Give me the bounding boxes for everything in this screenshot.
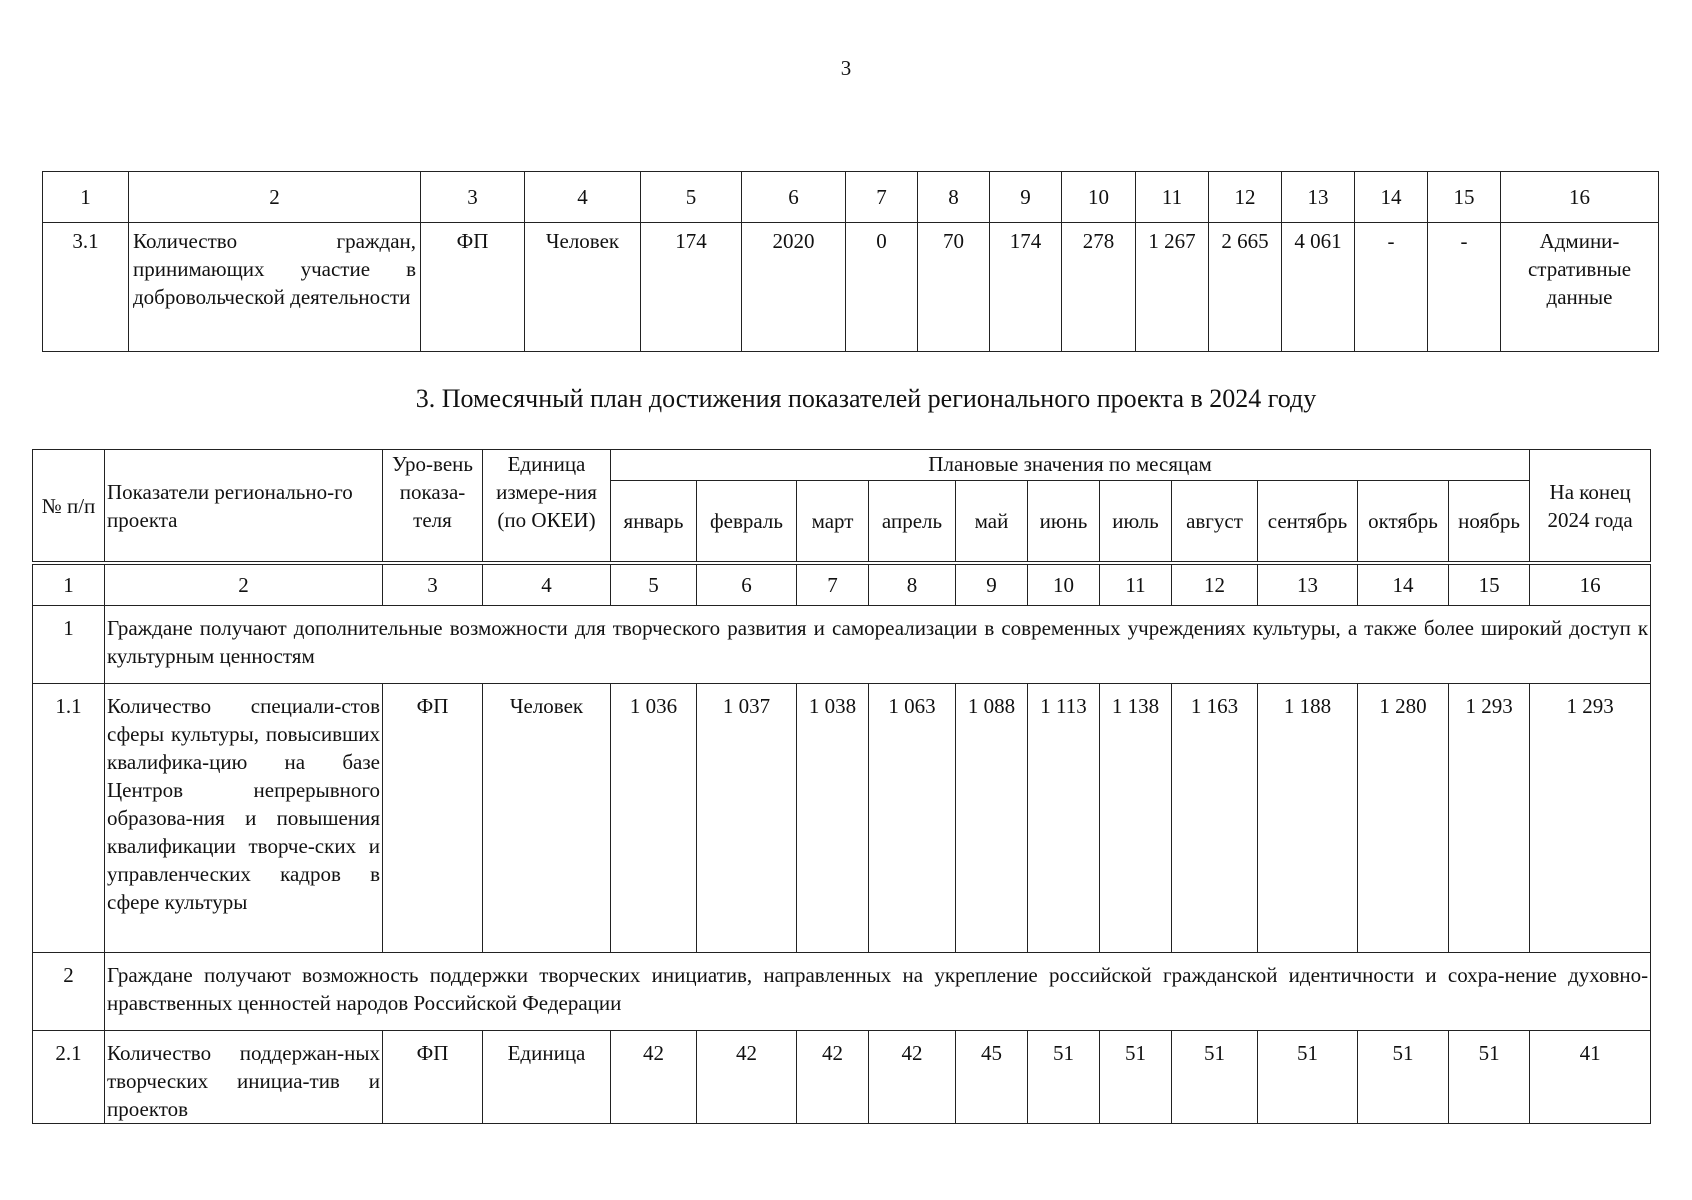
table1-header-cell: 8 (918, 172, 990, 223)
table-cell: 41 (1530, 1031, 1651, 1124)
table-cell: 42 (797, 1031, 869, 1124)
month-july: июль (1100, 481, 1172, 564)
month-january: январь (611, 481, 697, 564)
table1-header-cell: 2 (129, 172, 421, 223)
month-june: июнь (1028, 481, 1100, 564)
table1-header-cell: 16 (1501, 172, 1659, 223)
table1-header-cell: 12 (1209, 172, 1282, 223)
indicator-name: Количество специали-стов сферы культуры, повысивших квалифика-цию на базе Центров непрерывного образова-ния и повышения квалификации творче-ских и управленческих кадров в сфере культуры (105, 684, 383, 953)
table-cell: 174 (990, 223, 1062, 352)
header-plan-values: Плановые значения по месяцам (611, 450, 1530, 481)
column-number: 1 (33, 563, 105, 606)
monthly-plan-table (32, 449, 1651, 1124)
table-cell: 1 163 (1172, 684, 1258, 953)
table-cell: 45 (956, 1031, 1028, 1124)
indicator-name: Количество граждан, принимающих участие в добровольческой деятельности (129, 223, 421, 352)
table-cell: 42 (697, 1031, 797, 1124)
header-year-end: На конец 2024 года (1530, 450, 1651, 564)
table-cell: 70 (918, 223, 990, 352)
table-cell: 51 (1258, 1031, 1358, 1124)
section-goal-text: Граждане получают дополнительные возможности для творческого развития и самореализации в современных учреждениях культуры, а также более широкий доступ к культурным ценностям (105, 606, 1651, 684)
table-cell: 1 113 (1028, 684, 1100, 953)
table-cell: - (1428, 223, 1501, 352)
unit: Человек (525, 223, 641, 352)
table-cell: 1 293 (1530, 684, 1651, 953)
table2-row-1-1 (33, 684, 1651, 953)
table1-header-cell: 6 (742, 172, 846, 223)
table-cell: 4 061 (1282, 223, 1355, 352)
section-goal-text: Граждане получают возможность поддержки творческих инициатив, направленных на укрепление российской гражданской идентичности и сохра-нение духовно-нравственных ценностей народов Российской Федерации (105, 953, 1651, 1031)
table-cell: 1 188 (1258, 684, 1358, 953)
page-number: 3 (840, 56, 852, 80)
table-cell: 1 293 (1449, 684, 1530, 953)
table1-header-cell: 4 (525, 172, 641, 223)
table-cell: 278 (1062, 223, 1136, 352)
row-number: 3.1 (43, 223, 129, 352)
section-row-2 (33, 953, 1651, 1031)
section-title: 3. Помесячный план достижения показателей регионального проекта в 2024 году (415, 384, 1317, 413)
column-number: 12 (1172, 563, 1258, 606)
row-number: 1.1 (33, 684, 105, 953)
table1-header-cell: 10 (1062, 172, 1136, 223)
table2-header-row (33, 450, 1651, 481)
month-november: ноябрь (1449, 481, 1530, 564)
month-march: март (797, 481, 869, 564)
column-number: 14 (1358, 563, 1449, 606)
table-cell: 2020 (742, 223, 846, 352)
column-number: 4 (483, 563, 611, 606)
month-april: апрель (869, 481, 956, 564)
table1-header-cell: 9 (990, 172, 1062, 223)
table-cell: - (1355, 223, 1428, 352)
section-number: 2 (33, 953, 105, 1031)
month-september: сентябрь (1258, 481, 1358, 564)
month-may: май (956, 481, 1028, 564)
table-cell: 2 665 (1209, 223, 1282, 352)
table-cell: 1 267 (1136, 223, 1209, 352)
indicator-name: Количество поддержан-ных творческих инициа-тив и проектов (105, 1031, 383, 1124)
column-number: 2 (105, 563, 383, 606)
table1-header-cell: 3 (421, 172, 525, 223)
table-cell: 1 037 (697, 684, 797, 953)
table-cell: 0 (846, 223, 918, 352)
header-number: № п/п (33, 450, 105, 564)
column-number: 10 (1028, 563, 1100, 606)
data-source: Админи-стративные данные (1501, 223, 1659, 352)
table2-column-numbers (33, 563, 1651, 606)
section-row-1 (33, 606, 1651, 684)
indicator-level: ФП (383, 1031, 483, 1124)
header-level: Уро-вень показа-теля (383, 450, 483, 564)
table1-row-3-1 (43, 223, 1659, 352)
table-cell: 42 (869, 1031, 956, 1124)
table-cell: 51 (1449, 1031, 1530, 1124)
column-number: 9 (956, 563, 1028, 606)
month-august: август (1172, 481, 1258, 564)
table-cell: 1 138 (1100, 684, 1172, 953)
table1-header-row (43, 172, 1659, 223)
column-number: 5 (611, 563, 697, 606)
column-number: 8 (869, 563, 956, 606)
table-cell: 1 088 (956, 684, 1028, 953)
column-number: 16 (1530, 563, 1651, 606)
column-number: 11 (1100, 563, 1172, 606)
indicator-level: ФП (383, 684, 483, 953)
table-cell: 51 (1100, 1031, 1172, 1124)
table-cell: 51 (1028, 1031, 1100, 1124)
column-number: 7 (797, 563, 869, 606)
header-unit: Единица измере-ния (по ОКЕИ) (483, 450, 611, 564)
header-indicator: Показатели регионально-го проекта (105, 450, 383, 564)
table2-row-2-1 (33, 1031, 1651, 1124)
table-cell: 1 063 (869, 684, 956, 953)
month-february: февраль (697, 481, 797, 564)
table-cell: 174 (641, 223, 742, 352)
table1-header-cell: 7 (846, 172, 918, 223)
table1-header-cell: 5 (641, 172, 742, 223)
row-number: 2.1 (33, 1031, 105, 1124)
unit: Человек (483, 684, 611, 953)
column-number: 6 (697, 563, 797, 606)
table-cell: 42 (611, 1031, 697, 1124)
indicator-level: ФП (421, 223, 525, 352)
indicator-table-continuation (42, 171, 1659, 352)
table1-header-cell: 14 (1355, 172, 1428, 223)
table-cell: 51 (1358, 1031, 1449, 1124)
section-number: 1 (33, 606, 105, 684)
table1-header-cell: 13 (1282, 172, 1355, 223)
column-number: 13 (1258, 563, 1358, 606)
column-number: 15 (1449, 563, 1530, 606)
table-cell: 1 036 (611, 684, 697, 953)
column-number: 3 (383, 563, 483, 606)
table-cell: 1 038 (797, 684, 869, 953)
month-october: октябрь (1358, 481, 1449, 564)
table1-header-cell: 11 (1136, 172, 1209, 223)
unit: Единица (483, 1031, 611, 1124)
table-cell: 51 (1172, 1031, 1258, 1124)
table-cell: 1 280 (1358, 684, 1449, 953)
table1-header-cell: 1 (43, 172, 129, 223)
table1-header-cell: 15 (1428, 172, 1501, 223)
